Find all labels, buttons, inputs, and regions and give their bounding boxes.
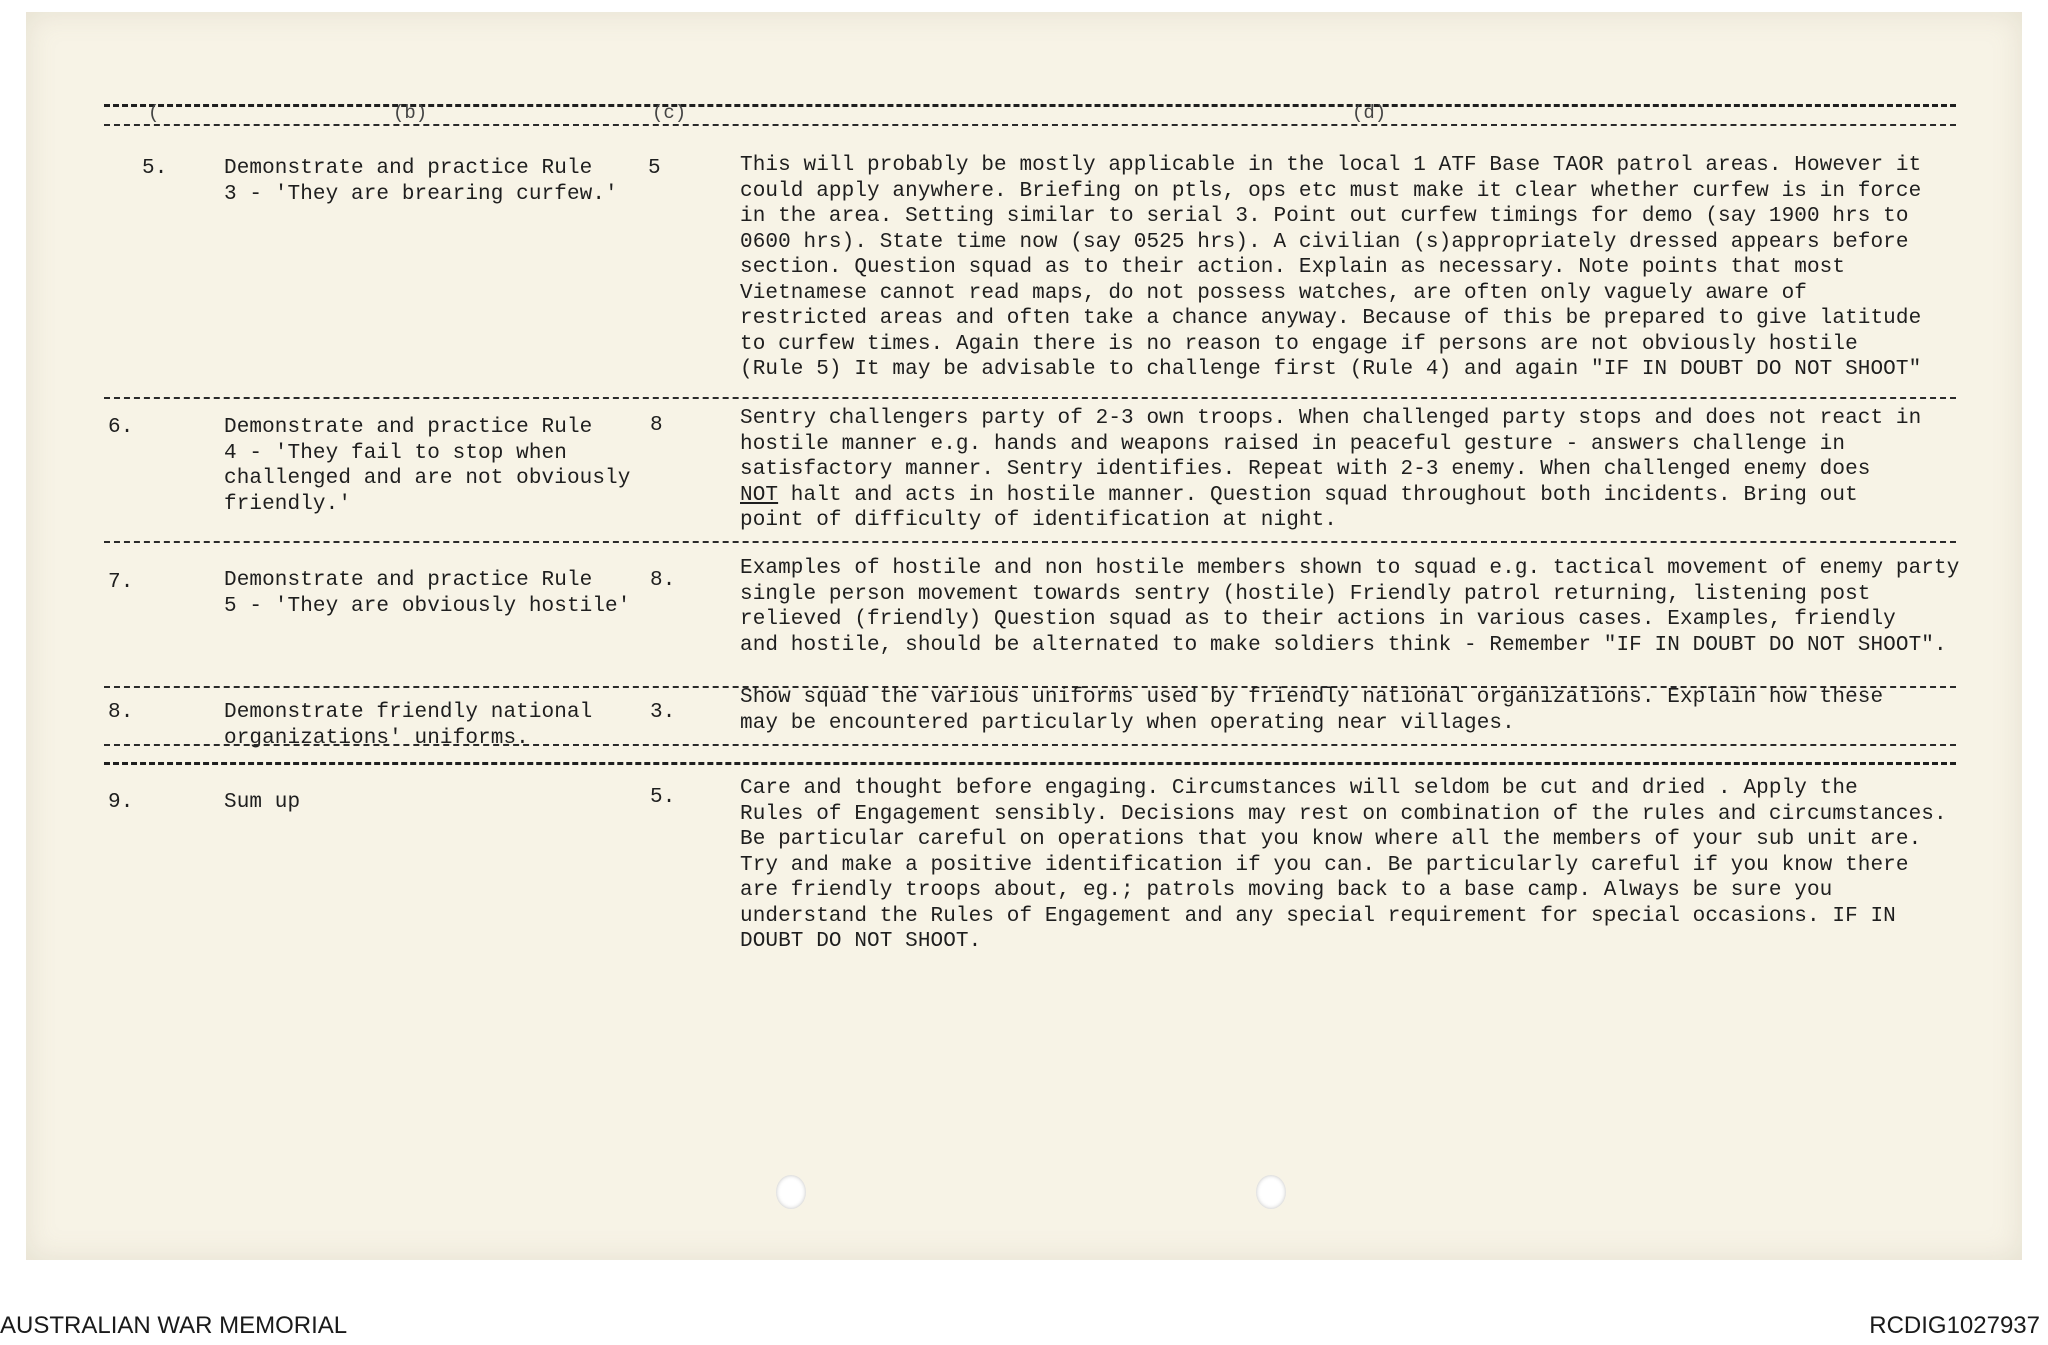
punch-hole [1256, 1175, 1286, 1209]
row-6-serial: 6. [108, 416, 134, 439]
row-9-time: 5. [650, 786, 676, 809]
row-5-serial: 5. [142, 157, 168, 180]
row-divider [104, 762, 1956, 765]
row-8-detail: Show squad the various uniforms used by friendly national organizations. Explain how these may be encountered particularly when operating near villages. [740, 686, 1884, 735]
row-divider [104, 744, 1956, 746]
row-6-detail-emphasis: NOT [740, 483, 779, 507]
footer-record-id: RCDIG1027937 [1869, 1312, 2040, 1339]
row-divider [104, 541, 1956, 543]
row-7-serial: 7. [108, 571, 134, 594]
row-6-detail [740, 406, 1921, 534]
row-7-detail: Examples of hostile and non hostile members shown to squad e.g. tactical movement of enemy party single person movement towards sentry (hostile) Friendly patrol returning, listening post relieved (friendly) Question squad as to their actions in various cases. Examples, friendly and hostile, should be alternated to make soldiers think - Remember "IF IN DOUBT DO NOT SHOOT". [740, 557, 1960, 657]
row-9-detail: Care and thought before engaging. Circumstances will seldom be cut and dried . Apply the Rules of Engagement sensibly. Decisions may rest on combination of the rules and circumstances. Be particular careful on operations that you know where all the members of your sub unit are. Try and make a positive identification if you can. Be particularly careful if you know there are friendly troops about, eg.; patrols moving back to a base camp. Always be sure you understand the Rules of Engagement and any special requirement for special occasions. IF IN DOUBT DO NOT SHOOT. [740, 777, 1947, 953]
column-head-a: ( [148, 102, 160, 124]
header-rule-top [104, 104, 1956, 107]
row-8-activity: Demonstrate friendly national organizations' uniforms. [224, 701, 593, 750]
row-9-activity: Sum up [224, 791, 301, 814]
column-head-d: (d) [1352, 102, 1387, 124]
row-7-activity: Demonstrate and practice Rule 5 - 'They are obviously hostile' [224, 569, 631, 618]
row-5-time: 5 [648, 157, 661, 180]
column-head-b: (b) [393, 102, 428, 124]
row-6-time: 8 [650, 414, 663, 437]
row-5-detail: This will probably be mostly applicable in the local 1 ATF Base TAOR patrol areas. However it could apply anywhere. Briefing on ptls, ops etc must make it clear whether curfew is in force in the area. Setting similar to serial 3. Point out curfew timings for demo (say 1900 hrs to 0600 hrs). State time now (say 0525 hrs). A civilian (s)appropriately dressed appears before section. Question squad as to their action. Explain as necessary. Note points that most Vietnamese cannot read maps, do not possess watches, are often only vaguely aware of restricted areas and often take a chance anyway. Because of this be prepared to give latitude to curfew times. Again there is no reason to engage if persons are not obviously hostile (Rule 5) It may be advisable to challenge first (Rule 4) and again "IF IN DOUBT DO NOT SHOOT" [740, 154, 1922, 381]
row-6-detail-part-2: halt and acts in hostile manner. Question squad throughout both incidents. Bring out point of difficulty of identification at night. [740, 483, 1858, 532]
row-6-activity: Demonstrate and practice Rule 4 - 'They fail to stop when challenged and are not obviously friendly.' [224, 416, 631, 516]
header-rule-bottom [104, 124, 1956, 126]
footer-archive-name: AUSTRALIAN WAR MEMORIAL [0, 1312, 348, 1339]
row-8-time: 3. [650, 701, 676, 724]
row-8-serial: 8. [108, 701, 134, 724]
row-7-time: 8. [650, 569, 676, 592]
column-head-c: (c) [652, 102, 687, 124]
row-divider [104, 397, 1956, 399]
row-6-detail-part-1: Sentry challengers party of 2-3 own troops. When challenged party stops and does not react in hostile manner e.g. hands and weapons raised in peaceful gesture - answers challenge in satisfactory manner. Sentry identifies. Repeat with 2-3 enemy. When challenged enemy does [740, 407, 1922, 481]
row-9-serial: 9. [108, 791, 134, 814]
punch-hole [776, 1175, 806, 1209]
row-5-activity: Demonstrate and practice Rule 3 - 'They are brearing curfew.' [224, 157, 618, 206]
